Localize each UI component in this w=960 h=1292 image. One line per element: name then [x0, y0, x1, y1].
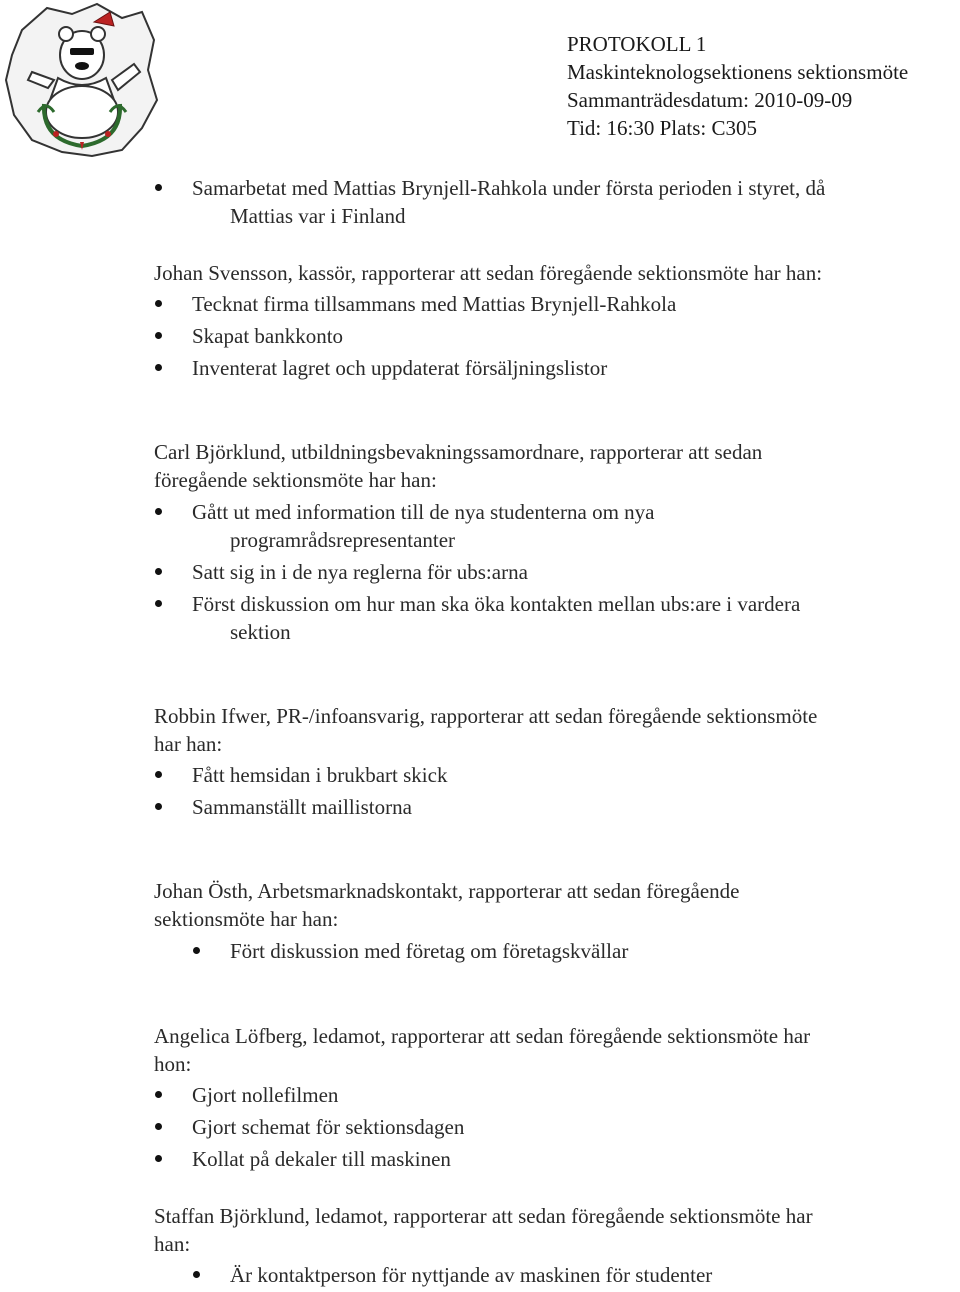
list-item-text-continued: Mattias var i Finland — [230, 204, 406, 228]
list-item: Satt sig in i de nya reglerna för ubs:arna — [192, 558, 922, 586]
report-intro-line: han: — [154, 1232, 191, 1256]
list-item-text: Samarbetat med Mattias Brynjell-Rahkola under första perioden i styret, då — [192, 176, 826, 200]
list-item-text-continued: sektion — [230, 620, 291, 644]
list-item: Fört diskussion med företag om företagskvällar — [230, 937, 960, 965]
meeting-date: Sammanträdesdatum: 2010-09-09 — [567, 88, 853, 112]
list-item-text: Först diskussion om hur man ska öka kontakten mellan ubs:are i vardera — [192, 592, 801, 616]
report-intro — [154, 1022, 944, 1078]
report-intro — [154, 877, 944, 933]
document-header — [567, 30, 908, 142]
report-intro-line: har han: — [154, 732, 223, 756]
list-item — [192, 174, 922, 230]
list-item-text: Gått ut med information till de nya studenterna om nya — [192, 500, 655, 524]
list-item: Fått hemsidan i brukbart skick — [192, 761, 922, 789]
report-intro-line: Robbin Ifwer, PR-/infoansvarig, rapporterar att sedan föregående sektionsmöte — [154, 704, 818, 728]
list-item: Kollat på dekaler till maskinen — [192, 1145, 922, 1173]
list-item: Är kontaktperson för nyttjande av maskinen för studenter — [230, 1261, 960, 1289]
protocol-title: PROTOKOLL 1 — [567, 32, 707, 56]
report-intro: Johan Svensson, kassör, rapporterar att sedan föregående sektionsmöte har han: — [154, 261, 823, 285]
report-intro — [154, 1202, 944, 1258]
section-logo — [2, 0, 162, 160]
report-intro-line: hon: — [154, 1052, 192, 1076]
list-item: Gjort nollefilmen — [192, 1081, 922, 1109]
list-item: Tecknat firma tillsammans med Mattias Brynjell-Rahkola — [192, 290, 922, 318]
list-item-text-continued: programrådsrepresentanter — [230, 528, 456, 552]
report-intro-line: Angelica Löfberg, ledamot, rapporterar att sedan föregående sektionsmöte har — [154, 1024, 811, 1048]
list-item — [192, 498, 922, 554]
report-intro-line: Carl Björklund, utbildningsbevakningssamordnare, rapporterar att sedan — [154, 440, 763, 464]
organization-name: Maskinteknologsektionens sektionsmöte — [567, 60, 909, 84]
report-intro — [154, 438, 944, 494]
list-item: Skapat bankkonto — [192, 322, 922, 350]
report-intro-line: Staffan Björklund, ledamot, rapporterar att sedan föregående sektionsmöte har — [154, 1204, 813, 1228]
report-intro-line: Johan Östh, Arbetsmarknadskontakt, rapporterar att sedan föregående — [154, 879, 740, 903]
list-item — [192, 590, 922, 646]
report-intro — [154, 702, 944, 758]
meeting-time-place: Tid: 16:30 Plats: C305 — [567, 116, 758, 140]
report-intro-line: sektionsmöte har han: — [154, 907, 339, 931]
bear-mascot-seal-icon — [6, 4, 157, 156]
list-item: Inventerat lagret och uppdaterat försäljningslistor — [192, 354, 922, 382]
list-item: Gjort schemat för sektionsdagen — [192, 1113, 922, 1141]
list-item: Sammanställt maillistorna — [192, 793, 922, 821]
report-intro-line: föregående sektionsmöte har han: — [154, 468, 437, 492]
